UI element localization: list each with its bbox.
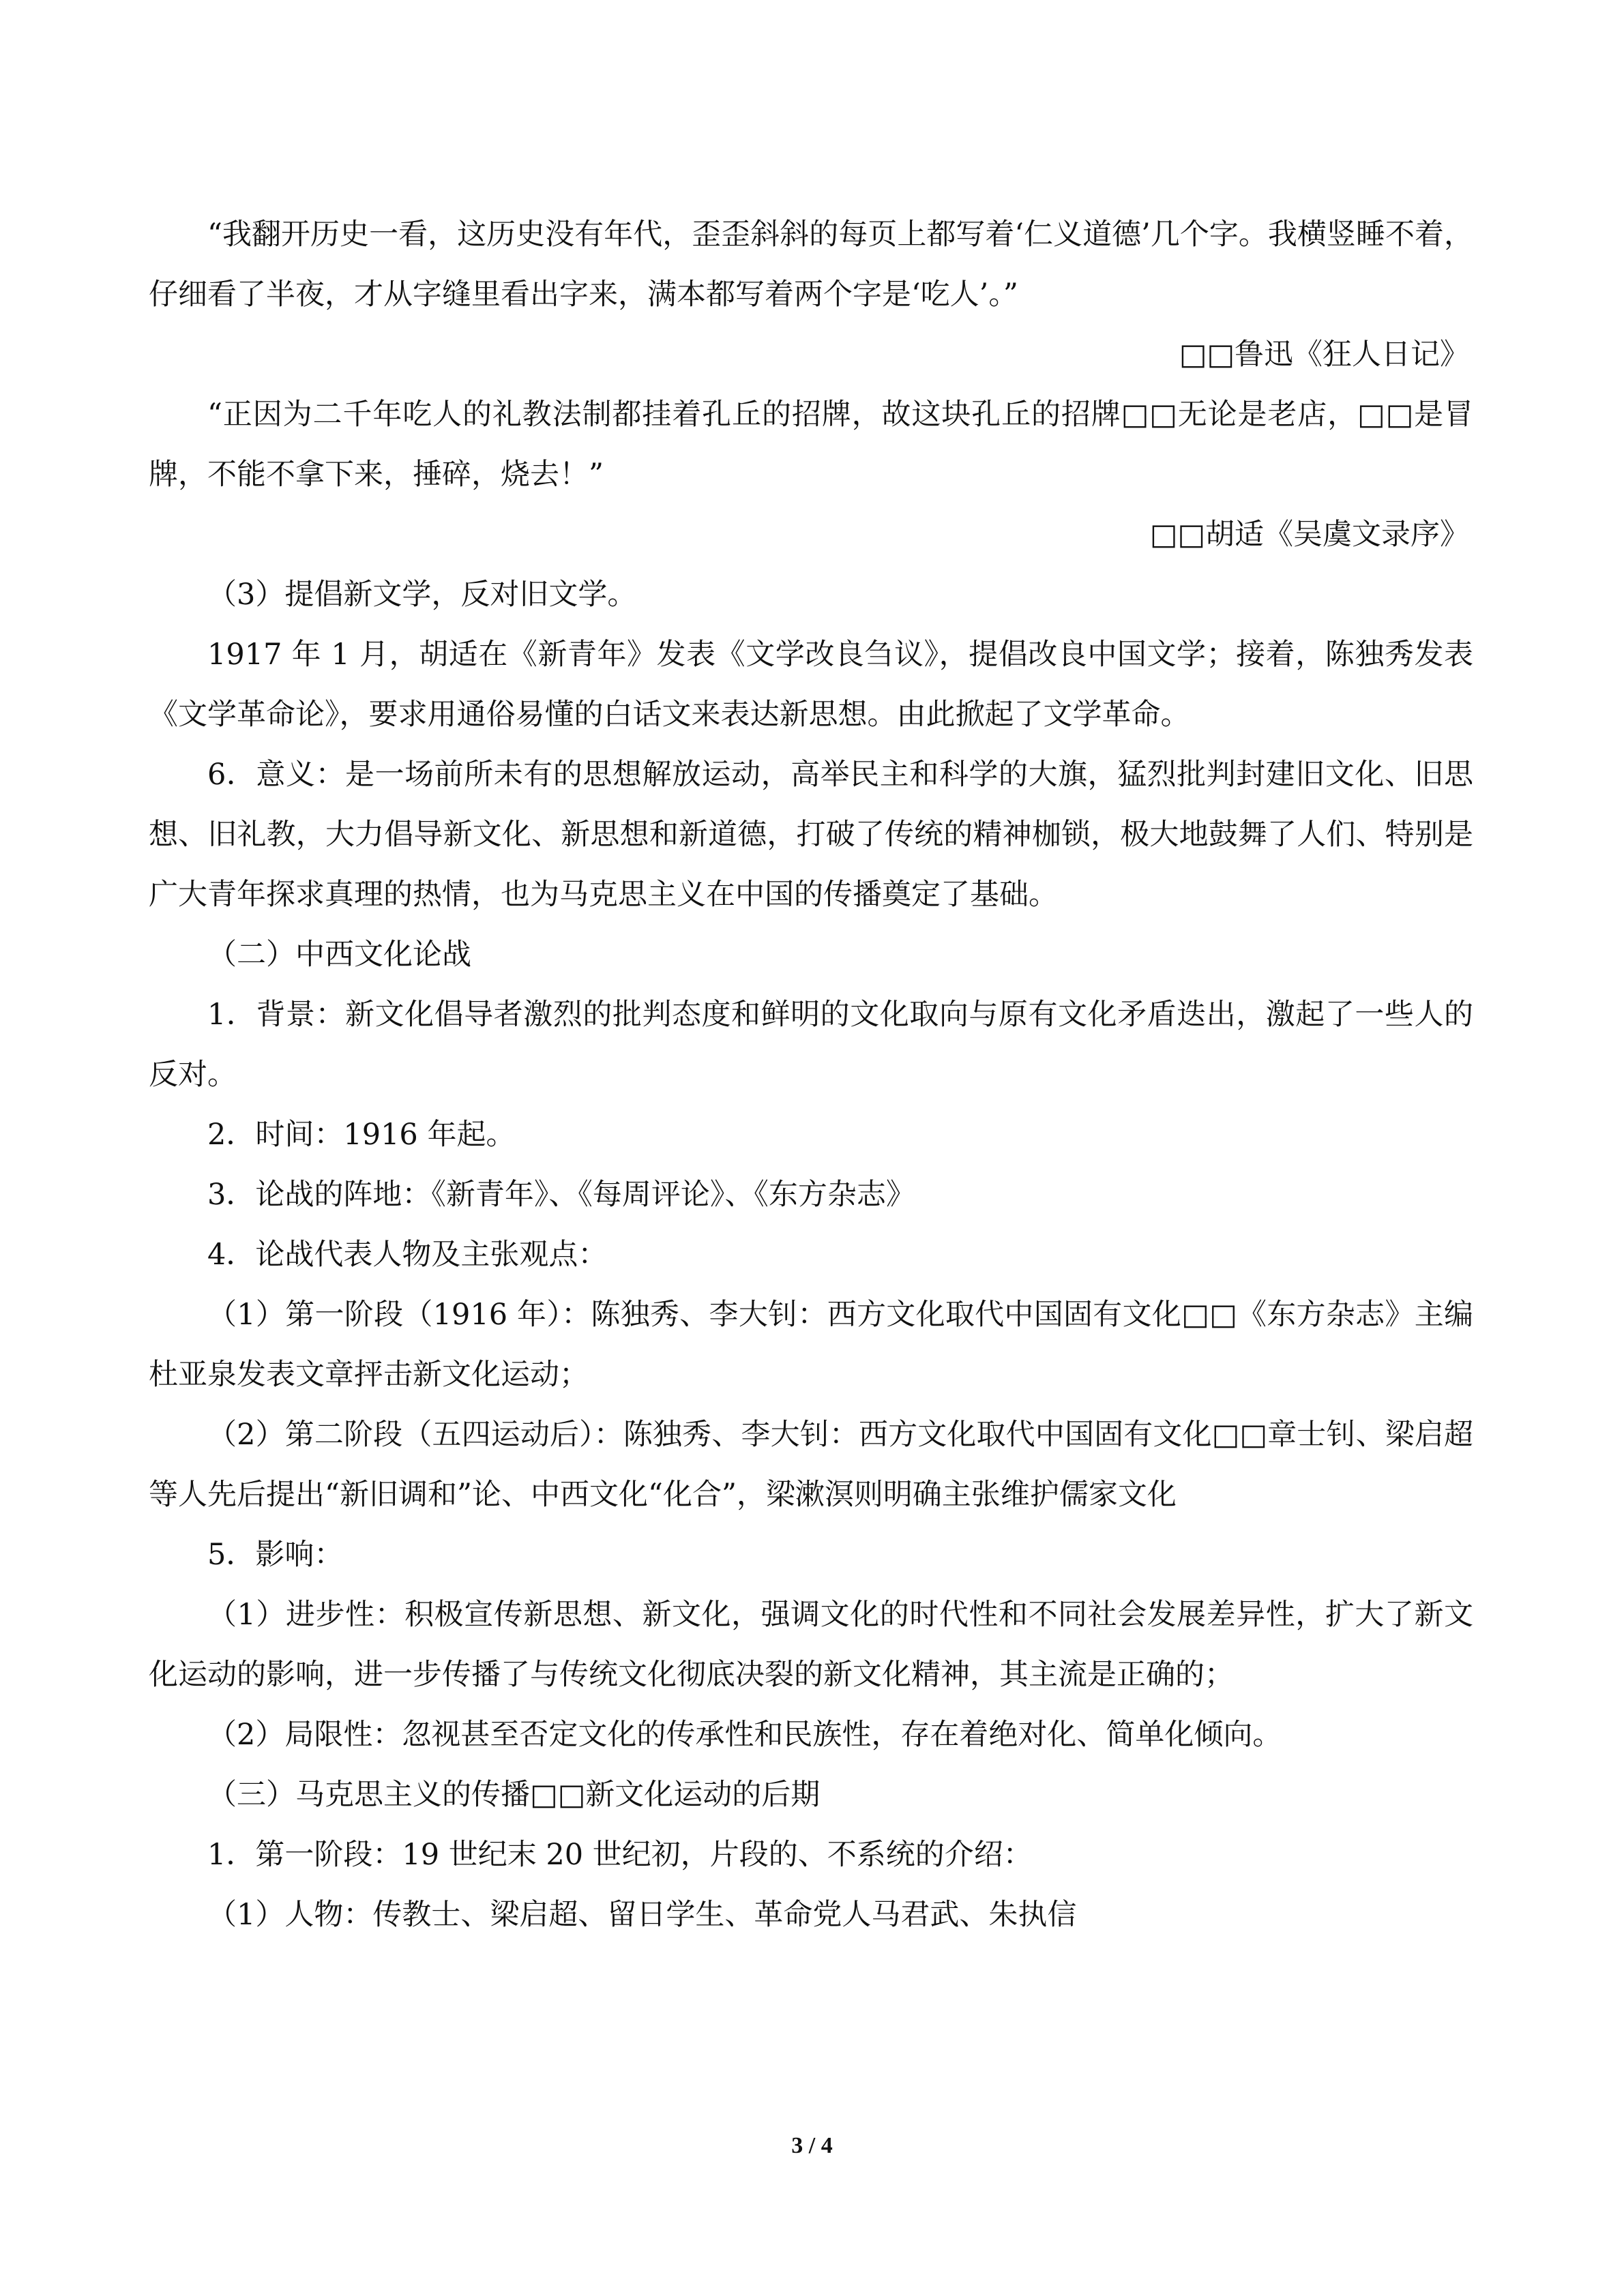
paragraph: 1917 年 1 月，胡适在《新青年》发表《文学改良刍议》，提倡改良中国文学；接着，陈独秀发表《文学革命论》，要求用通俗易懂的白话文来表达新思想。由此掀起了文学革命。 [149, 638, 1473, 732]
paragraph: （3）提倡新文学，反对旧文学。 [207, 578, 637, 612]
paragraph: 3．论战的阵地：《新青年》、《每周评论》、《东方杂志》 [207, 1178, 915, 1212]
paragraph: （1）进步性：积极宣传新思想、新文化，强调文化的时代性和不同社会发展差异性，扩大了新文化运动的影响，进一步传播了与传统文化彻底决裂的新文化精神，其主流是正确的； [149, 1598, 1473, 1692]
paragraph: 1．背景：新文化倡导者激烈的批判态度和鲜明的文化取向与原有文化矛盾迭出，激起了一些人的反对。 [149, 998, 1473, 1092]
paragraph: 5．影响： [207, 1538, 344, 1572]
quote-luxun: “我翻开历史一看，这历史没有年代，歪歪斜斜的每页上都写着‘仁义道德’几个字。我横竖睡不着，仔细看了半夜，才从字缝里看出字来，满本都写着两个字是‘吃人’。” [149, 218, 1473, 312]
quote-hushi: “正因为二千年吃人的礼教法制都挂着孔丘的招牌，故这块孔丘的招牌□□无论是老店，□□是冒牌，不能不拿下来，捶碎，烧去！” [149, 398, 1473, 492]
paragraph: （1）人物：传教士、梁启超、留日学生、革命党人马君武、朱执信 [207, 1898, 1077, 1932]
paragraph: （1）第一阶段（1916 年）：陈独秀、李大钊：西方文化取代中国固有文化□□《东方杂志》主编杜亚泉发表文章抨击新文化运动； [149, 1298, 1473, 1392]
document-body [149, 205, 1473, 1945]
paragraph: （2）局限性：忽视甚至否定文化的传承性和民族性，存在着绝对化、简单化倾向。 [207, 1718, 1282, 1752]
paragraph: 2．时间：1916 年起。 [207, 1118, 516, 1152]
paragraph: 1．第一阶段：19 世纪末 20 世纪初，片段的、不系统的介绍： [207, 1838, 1033, 1872]
section-heading: （二）中西文化论战 [207, 938, 471, 972]
section-heading: （三）马克思主义的传播□□新文化运动的后期 [207, 1778, 821, 1812]
page-number: 3 / 4 [791, 2133, 833, 2158]
attribution-hushi: □□胡适《吴虞文录序》 [1149, 518, 1469, 552]
paragraph: （2）第二阶段（五四运动后）：陈独秀、李大钊：西方文化取代中国固有文化□□章士钊、梁启超等人先后提出“新旧调和”论、中西文化“化合”，梁漱溟则明确主张维护儒家文化 [149, 1418, 1473, 1512]
paragraph: 4．论战代表人物及主张观点： [207, 1238, 608, 1272]
attribution-luxun: □□鲁迅《狂人日记》 [1179, 338, 1469, 372]
paragraph: 6．意义：是一场前所未有的思想解放运动，高举民主和科学的大旗，猛烈批判封建旧文化、旧思想、旧礼教，大力倡导新文化、新思想和新道德，打破了传统的精神枷锁，极大地鼓舞了人们、特别是广大青年探求真理的热情，也为马克思主义在中国的传播奠定了基础。 [149, 758, 1473, 912]
